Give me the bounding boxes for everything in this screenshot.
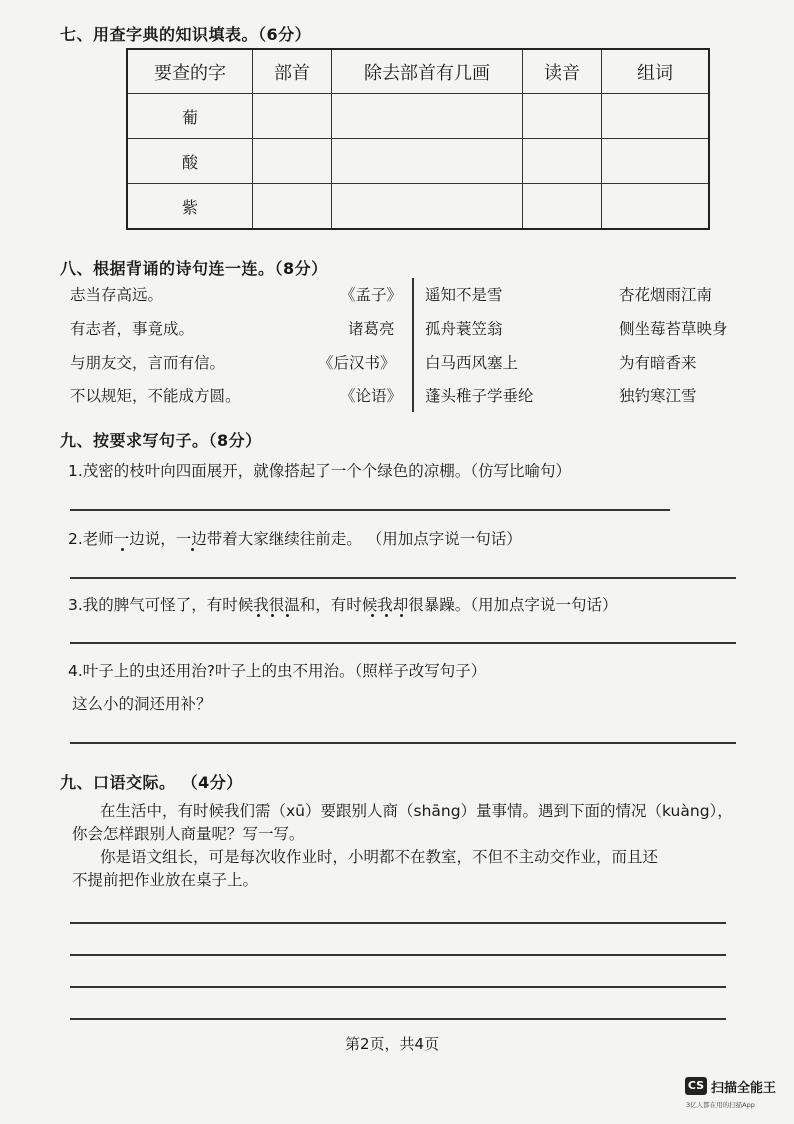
emphasis-dot <box>400 614 403 617</box>
poem-line: 独钓寒江雪 <box>619 387 697 405</box>
answer-cell[interactable] <box>523 184 602 230</box>
quote-text: 志当存高远。 <box>70 286 164 304</box>
emphasis-dot <box>191 548 194 551</box>
source-text: 《孟子》 <box>340 286 403 304</box>
section10-title: 九、口语交际。 （4分） <box>60 773 243 792</box>
header-cell: 组词 <box>602 49 710 94</box>
emphasis-dot <box>121 548 124 551</box>
answer-cell[interactable] <box>253 184 332 230</box>
table-row <box>127 139 709 184</box>
char-cell: 葡 <box>127 94 253 139</box>
poem-line: 杏花烟雨江南 <box>619 286 713 304</box>
answer-cell[interactable] <box>602 139 710 184</box>
poem-line: 白马西风塞上 <box>425 354 519 372</box>
column-divider <box>412 278 414 412</box>
poem-line: 遥知不是雪 <box>425 286 503 304</box>
section8-title: 八、根据背诵的诗句连一连。（8分） <box>60 259 328 278</box>
emphasis-dot <box>271 614 274 617</box>
header-cell: 部首 <box>253 49 332 94</box>
question-1: 1.茂密的枝叶向四面展开，就像搭起了一个个绿色的凉棚。（仿写比喻句） <box>68 462 572 480</box>
paragraph-line: 在生活中，有时候我们需（xū）要跟别人商（shāng）量事情。遇到下面的情况（kuàng）， <box>100 802 733 820</box>
paragraph-line: 你是语文组长，可是每次收作业时，小明都不在教室，不但不主动交作业，而且还 <box>100 848 659 866</box>
header-cell: 要查的字 <box>127 49 253 94</box>
emphasis-dot <box>286 614 289 617</box>
source-text: 《后汉书》 <box>318 354 396 372</box>
poem-line: 蓬头稚子学垂纶 <box>425 387 534 405</box>
answer-cell[interactable] <box>253 139 332 184</box>
scanner-logo-icon: CS <box>685 1077 707 1095</box>
scanner-logo-name: 扫描全能王 <box>711 1081 777 1096</box>
poem-line: 侧坐莓苔草映身 <box>619 320 728 338</box>
answer-cell[interactable] <box>602 94 710 139</box>
answer-cell[interactable] <box>332 139 523 184</box>
section9-title: 九、按要求写句子。（8分） <box>60 431 262 450</box>
answer-line[interactable] <box>70 922 726 924</box>
header-cell: 除去部首有几画 <box>332 49 523 94</box>
emphasis-dot <box>385 614 388 617</box>
emphasis-dot <box>371 614 374 617</box>
poem-line: 为有暗香来 <box>619 354 697 372</box>
answer-line[interactable] <box>70 642 736 644</box>
answer-line[interactable] <box>70 577 736 579</box>
source-text: 诸葛亮 <box>348 320 395 338</box>
quote-text: 不以规矩，不能成方圆。 <box>70 387 241 405</box>
question-2: 2.老师一边说，一边带着大家继续往前走。 （用加点字说一句话） <box>68 530 522 548</box>
answer-line[interactable] <box>70 509 670 511</box>
paragraph-line: 你会怎样跟别人商量呢？写一写。 <box>72 825 305 843</box>
answer-cell[interactable] <box>253 94 332 139</box>
answer-cell[interactable] <box>523 94 602 139</box>
answer-cell[interactable] <box>523 139 602 184</box>
section7-title: 七、用查字典的知识填表。（6分） <box>60 25 312 44</box>
question-4: 4.叶子上的虫还用治?叶子上的虫不用治。（照样子改写句子） <box>68 662 487 680</box>
dictionary-lookup-table <box>126 48 710 230</box>
question-4-example: 这么小的洞还用补？ <box>72 695 212 713</box>
poem-line: 孤舟蓑笠翁 <box>425 320 503 338</box>
answer-cell[interactable] <box>332 94 523 139</box>
char-cell: 紫 <box>127 184 253 230</box>
quote-text: 有志者，事竟成。 <box>70 320 195 338</box>
page-number: 第2页，共4页 <box>345 1035 440 1053</box>
table-row <box>127 184 709 230</box>
char-cell: 酸 <box>127 139 253 184</box>
quote-text: 与朋友交，言而有信。 <box>70 354 226 372</box>
answer-line[interactable] <box>70 954 726 956</box>
table-header-row <box>127 49 709 94</box>
question-3: 3.我的脾气可怪了，有时候我很温和，有时候我却很暴躁。（用加点字说一句话） <box>68 596 618 614</box>
header-cell: 读音 <box>523 49 602 94</box>
source-text: 《论语》 <box>340 387 403 405</box>
paragraph-line: 不提前把作业放在桌子上。 <box>72 871 259 889</box>
scanner-logo-tagline: 3亿人都在用的扫描App <box>686 1101 755 1109</box>
answer-cell[interactable] <box>332 184 523 230</box>
table-row <box>127 94 709 139</box>
answer-line[interactable] <box>70 1018 726 1020</box>
emphasis-dot <box>257 614 260 617</box>
answer-line[interactable] <box>70 986 726 988</box>
answer-cell[interactable] <box>602 184 710 230</box>
answer-line[interactable] <box>70 742 736 744</box>
